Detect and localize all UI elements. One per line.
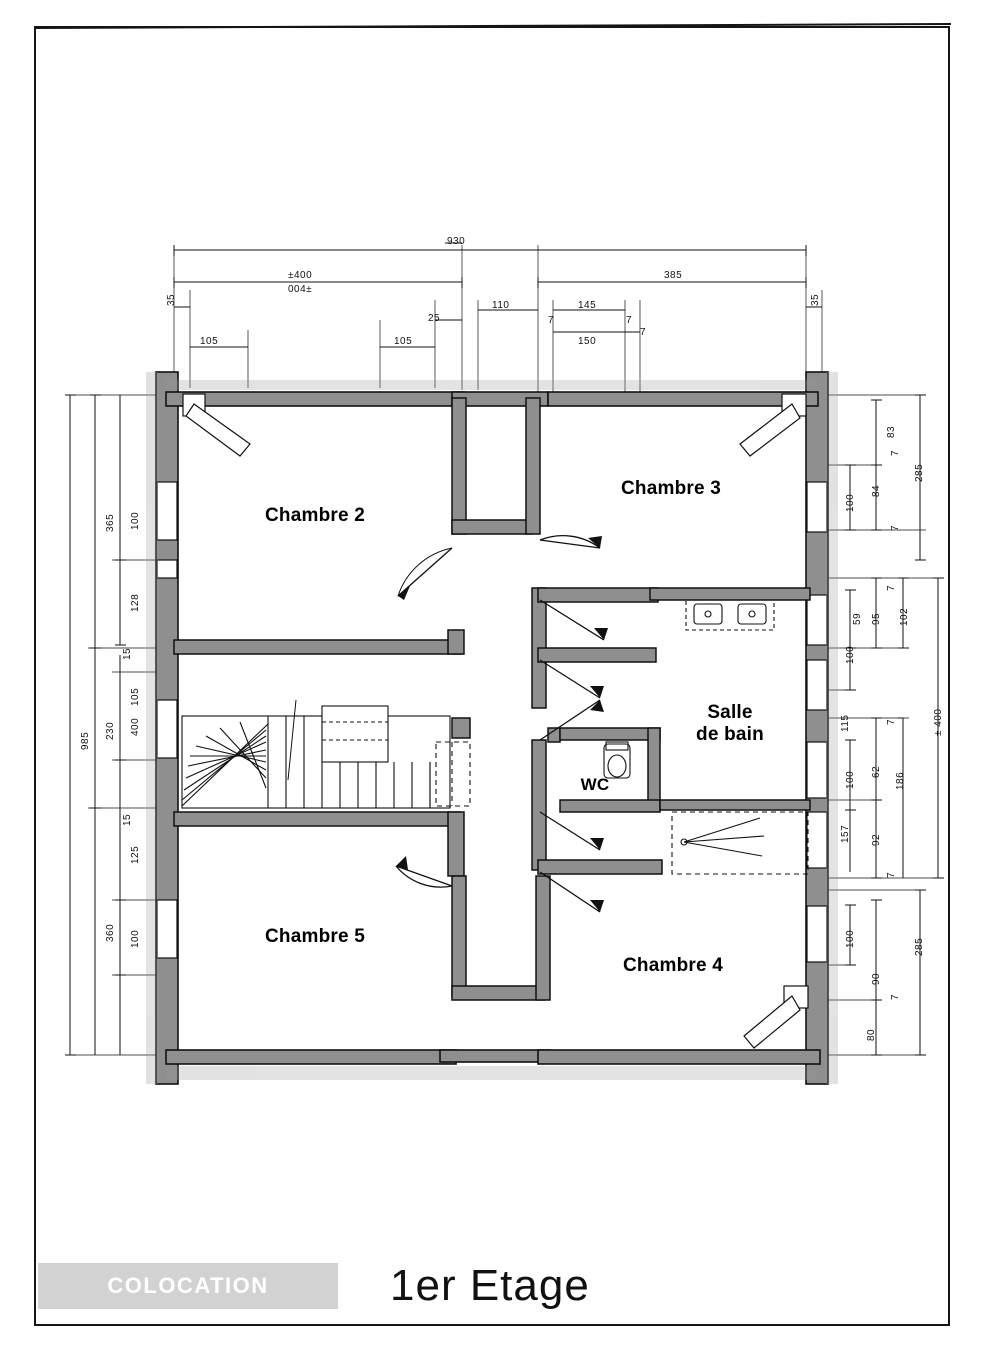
- room-label-chambre-3: Chambre 3: [620, 478, 721, 499]
- dim-top-3: 385: [664, 270, 683, 281]
- dim-right-6: 7: [886, 584, 897, 591]
- dim-right-23: 7: [890, 993, 901, 1000]
- dim-right-14: 62: [871, 765, 882, 778]
- dim-left-4: 15: [122, 647, 133, 660]
- staircase: [182, 700, 470, 808]
- dim-top-10: 7: [626, 315, 633, 326]
- room-label-chambre-2: Chambre 2: [264, 505, 365, 526]
- dim-right-9: 102: [899, 607, 910, 626]
- dim-top-5: 35: [810, 293, 821, 306]
- dim-right-22: 90: [871, 972, 882, 985]
- dim-left-6: 230: [105, 721, 116, 740]
- dim-top-0: 930: [447, 236, 466, 247]
- dim-right-5: 7: [890, 524, 901, 531]
- dim-top-12: 7: [640, 327, 647, 338]
- room-label-chambre-5: Chambre 5: [264, 926, 365, 947]
- dim-top-7: 110: [492, 300, 510, 311]
- dim-top-2: 004±: [288, 284, 313, 295]
- dim-left-5: 105: [130, 687, 141, 706]
- colocation-badge: [38, 1263, 338, 1309]
- room-label-wc: WC: [580, 775, 610, 794]
- dim-top-4: 35: [166, 293, 177, 306]
- dim-right-18: 92: [871, 833, 882, 846]
- dim-left-3: 128: [130, 593, 141, 612]
- dim-top-11: 150: [578, 336, 597, 347]
- dim-left-9: 125: [130, 845, 141, 864]
- dim-top-9: 7: [548, 315, 555, 326]
- dim-right-1: 100: [845, 493, 856, 512]
- dim-right-20: 285: [914, 937, 925, 956]
- dim-right-19: 7: [886, 871, 897, 878]
- dim-right-15: 100: [845, 770, 856, 789]
- dim-right-2: 83: [886, 425, 897, 438]
- dim-left-8: 15: [122, 813, 133, 826]
- dim-left-1: 365: [105, 513, 116, 532]
- dim-right-24: 80: [866, 1028, 877, 1041]
- room-label-salle-de-bain: Salle de bain: [696, 702, 764, 745]
- colocation-label: COLOCATION: [107, 1273, 269, 1298]
- dim-top-8: 145: [578, 300, 597, 311]
- dim-right-13: ± 400: [933, 708, 944, 736]
- dim-right-0: 285: [914, 463, 925, 482]
- dim-right-16: 186: [895, 771, 906, 790]
- dim-right-12: 7: [886, 718, 897, 725]
- dim-left-0: 985: [80, 731, 91, 750]
- dim-left-11: 100: [130, 929, 141, 948]
- dim-right-7: 59: [852, 612, 863, 625]
- dim-right-11: 115: [840, 714, 851, 732]
- dim-left-2: 100: [130, 511, 141, 530]
- room-label-chambre-4: Chambre 4: [622, 955, 723, 976]
- dim-top-14: 105: [394, 336, 413, 347]
- dim-right-3: 7: [890, 449, 901, 456]
- dim-right-17: 157: [840, 824, 851, 843]
- dim-right-4: 84: [871, 484, 882, 497]
- page-title: 1er Etage: [390, 1261, 590, 1310]
- dim-right-10: 100: [845, 645, 856, 664]
- dim-right-21: 100: [845, 929, 856, 948]
- dim-left-10: 360: [105, 923, 116, 942]
- dim-left-7: 400: [130, 717, 141, 736]
- dim-top-1: ±400: [288, 270, 313, 281]
- dim-top-6: 25: [428, 313, 441, 324]
- dim-right-8: 95: [871, 612, 882, 625]
- dim-top-13: 105: [200, 336, 219, 347]
